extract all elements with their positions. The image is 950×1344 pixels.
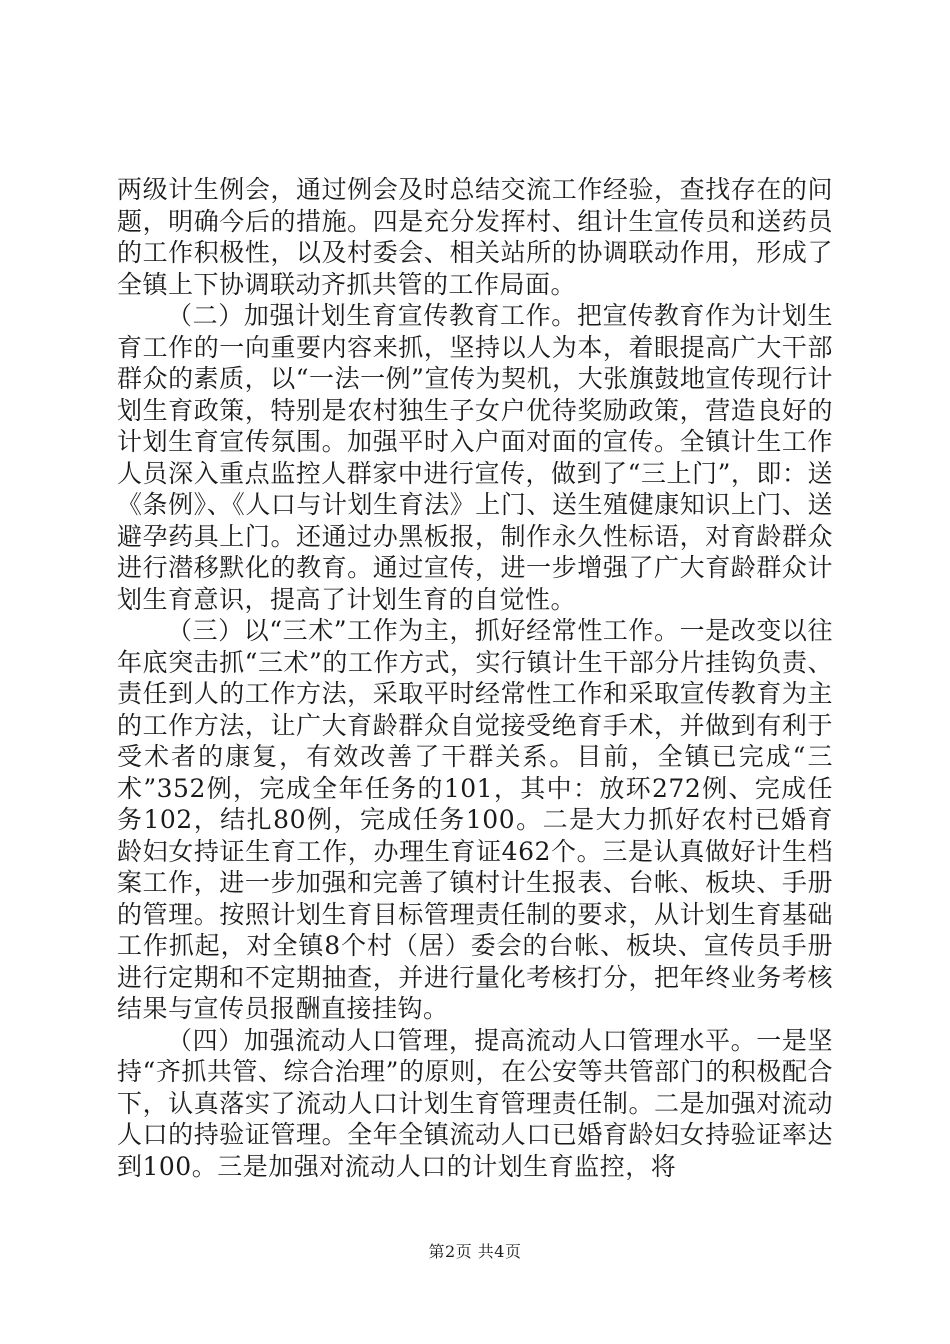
document-body [117, 174, 833, 1182]
page-footer: 第2页 共4页 [428, 1242, 522, 1261]
paragraph-section-3: （三）以“三术”工作为主，抓好经常性工作。一是改变以往年底突击抓“三术”的工作方式，实行镇计生干部分片挂钩负责、责任到人的工作方法，采取平时经常性工作和采取宣传教育为主的工作方法，让广大育龄群众自觉接受绝育手术，并做到有利于受术者的康复，有效改善了干群关系。目前，全镇已完成“三术”352例，完成全年任务的101，其中：放环272例、完成任务102，结扎80例，完成任务100。二是大力抓好农村已婚育龄妇女持证生育工作，办理生育证462个。三是认真做好计生档案工作，进一步加强和完善了镇村计生报表、台帐、板块、手册的管理。按照计划生育目标管理责任制的要求，从计划生育基础工作抓起，对全镇8个村（居）委会的台帐、板块、宣传员手册进行定期和不定期抽查，并进行量化考核打分，把年终业务考核结果与宣传员报酬直接挂钩。 [117, 616, 833, 1023]
paragraph-section-2: （二）加强计划生育宣传教育工作。把宣传教育作为计划生育工作的一向重要内容来抓，坚持以人为本，着眼提高广大干部群众的素质，以“一法一例”宣传为契机，大张旗鼓地宣传现行计划生育政策，特别是农村独生子女户优待奖励政策，营造良好的计划生育宣传氛围。加强平时入户面对面的宣传。全镇计生工作人员深入重点监控人群家中进行宣传，做到了“三上门”，即：送《条例》、《人口与计划生育法》上门、送生殖健康知识上门、送避孕药具上门。还通过办黑板报，制作永久性标语，对育龄群众进行潜移默化的教育。通过宣传，进一步增强了广大育龄群众计划生育意识，提高了计划生育的自觉性。 [117, 301, 833, 614]
paragraph-continuation: 两级计生例会，通过例会及时总结交流工作经验，查找存在的问题，明确今后的措施。四是充分发挥村、组计生宣传员和送药员的工作积极性，以及村委会、相关站所的协调联动作用，形成了全镇上下协调联动齐抓共管的工作局面。 [117, 175, 833, 299]
paragraph-section-4: （四）加强流动人口管理，提高流动人口管理水平。一是坚持“齐抓共管、综合治理”的原则，在公安等共管部门的积极配合下，认真落实了流动人口计划生育管理责任制。二是加强对流动人口的持验证管理。全年全镇流动人口已婚育龄妇女持验证率达到100。三是加强对流动人口的计划生育监控，将 [117, 1025, 833, 1181]
